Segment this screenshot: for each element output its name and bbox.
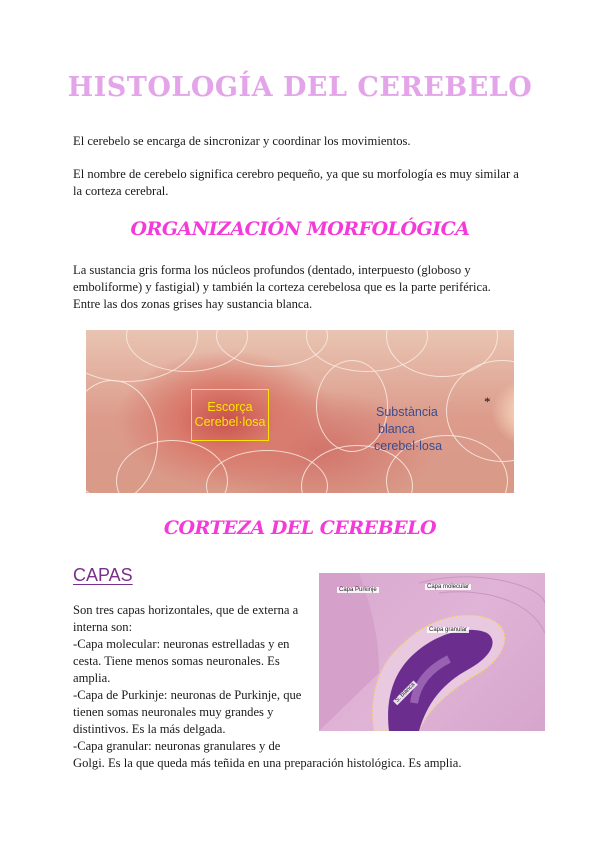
capas-line-2: interna son: [73,620,133,634]
intro-paragraph-2-line-1: El nombre de cerebelo significa cerebro pequeño, ya que su morfología es muy similar a [73,167,519,181]
intro-paragraph-1: El cerebelo se encarga de sincronizar y coordinar los movimientos. [73,134,411,148]
white-matter-label-line-3: cerebel·losa [374,439,443,453]
label-capa-purkinje: Capa Purkinje [339,587,377,593]
white-matter-label-line-2: blanca [378,422,415,436]
star-marker: * [484,394,491,409]
subheading-capas: CAPAS [73,565,133,585]
capas-line-9: -Capa granular: neuronas granulares y de [73,739,281,753]
cortex-label-line-1: Escorça [207,400,253,414]
organizacion-line-3: Entre las dos zonas grises hay sustancia blanca. [73,297,313,311]
section-heading-corteza: CORTEZA DEL CEREBELO [163,517,437,539]
capas-line-3: -Capa molecular: neuronas estrelladas y en [73,637,290,651]
organizacion-line-1: La sustancia gris forma los núcleos profundos (dentado, interpuesto (globoso y [73,263,471,277]
intro-paragraph-2-line-2: la corteza cerebral. [73,184,169,198]
capas-line-4: cesta. Tiene menos somas neuronales. Es [73,654,280,668]
label-capa-granular: Capa granular [429,627,468,633]
cortex-histology-photo [319,573,545,731]
capas-line-1: Son tres capas horizontales, que de externa a [73,603,299,617]
organizacion-line-2: emboliforme) y fastigial) y también la corteza cerebelosa que es la parte periférica. [73,280,491,294]
section-heading-organizacion: ORGANIZACIÓN MORFOLÓGICA [130,218,470,240]
capas-line-8: distintivos. Es la más delgada. [73,722,226,736]
histology-drawing [319,573,545,731]
capas-line-10: Golgi. Es la que queda más teñida en una preparación histológica. Es amplia. [73,756,462,770]
capas-line-6: -Capa de Purkinje: neuronas de Purkinje, que [73,688,302,702]
label-sustancia-blanca: S. blanca [394,681,417,704]
capas-line-5: amplia. [73,671,111,685]
capas-line-7: tienen somas neuronales muy grandes y [73,705,274,719]
label-capa-molecular: Capa molecular [427,584,470,590]
cerebellum-section-photo [86,330,514,493]
page-title: HISTOLOGÍA DEL CEREBELO [67,72,533,103]
cortex-label-line-2: Cerebel·losa [194,415,266,429]
white-matter-label-line-1: Substància [376,405,438,419]
